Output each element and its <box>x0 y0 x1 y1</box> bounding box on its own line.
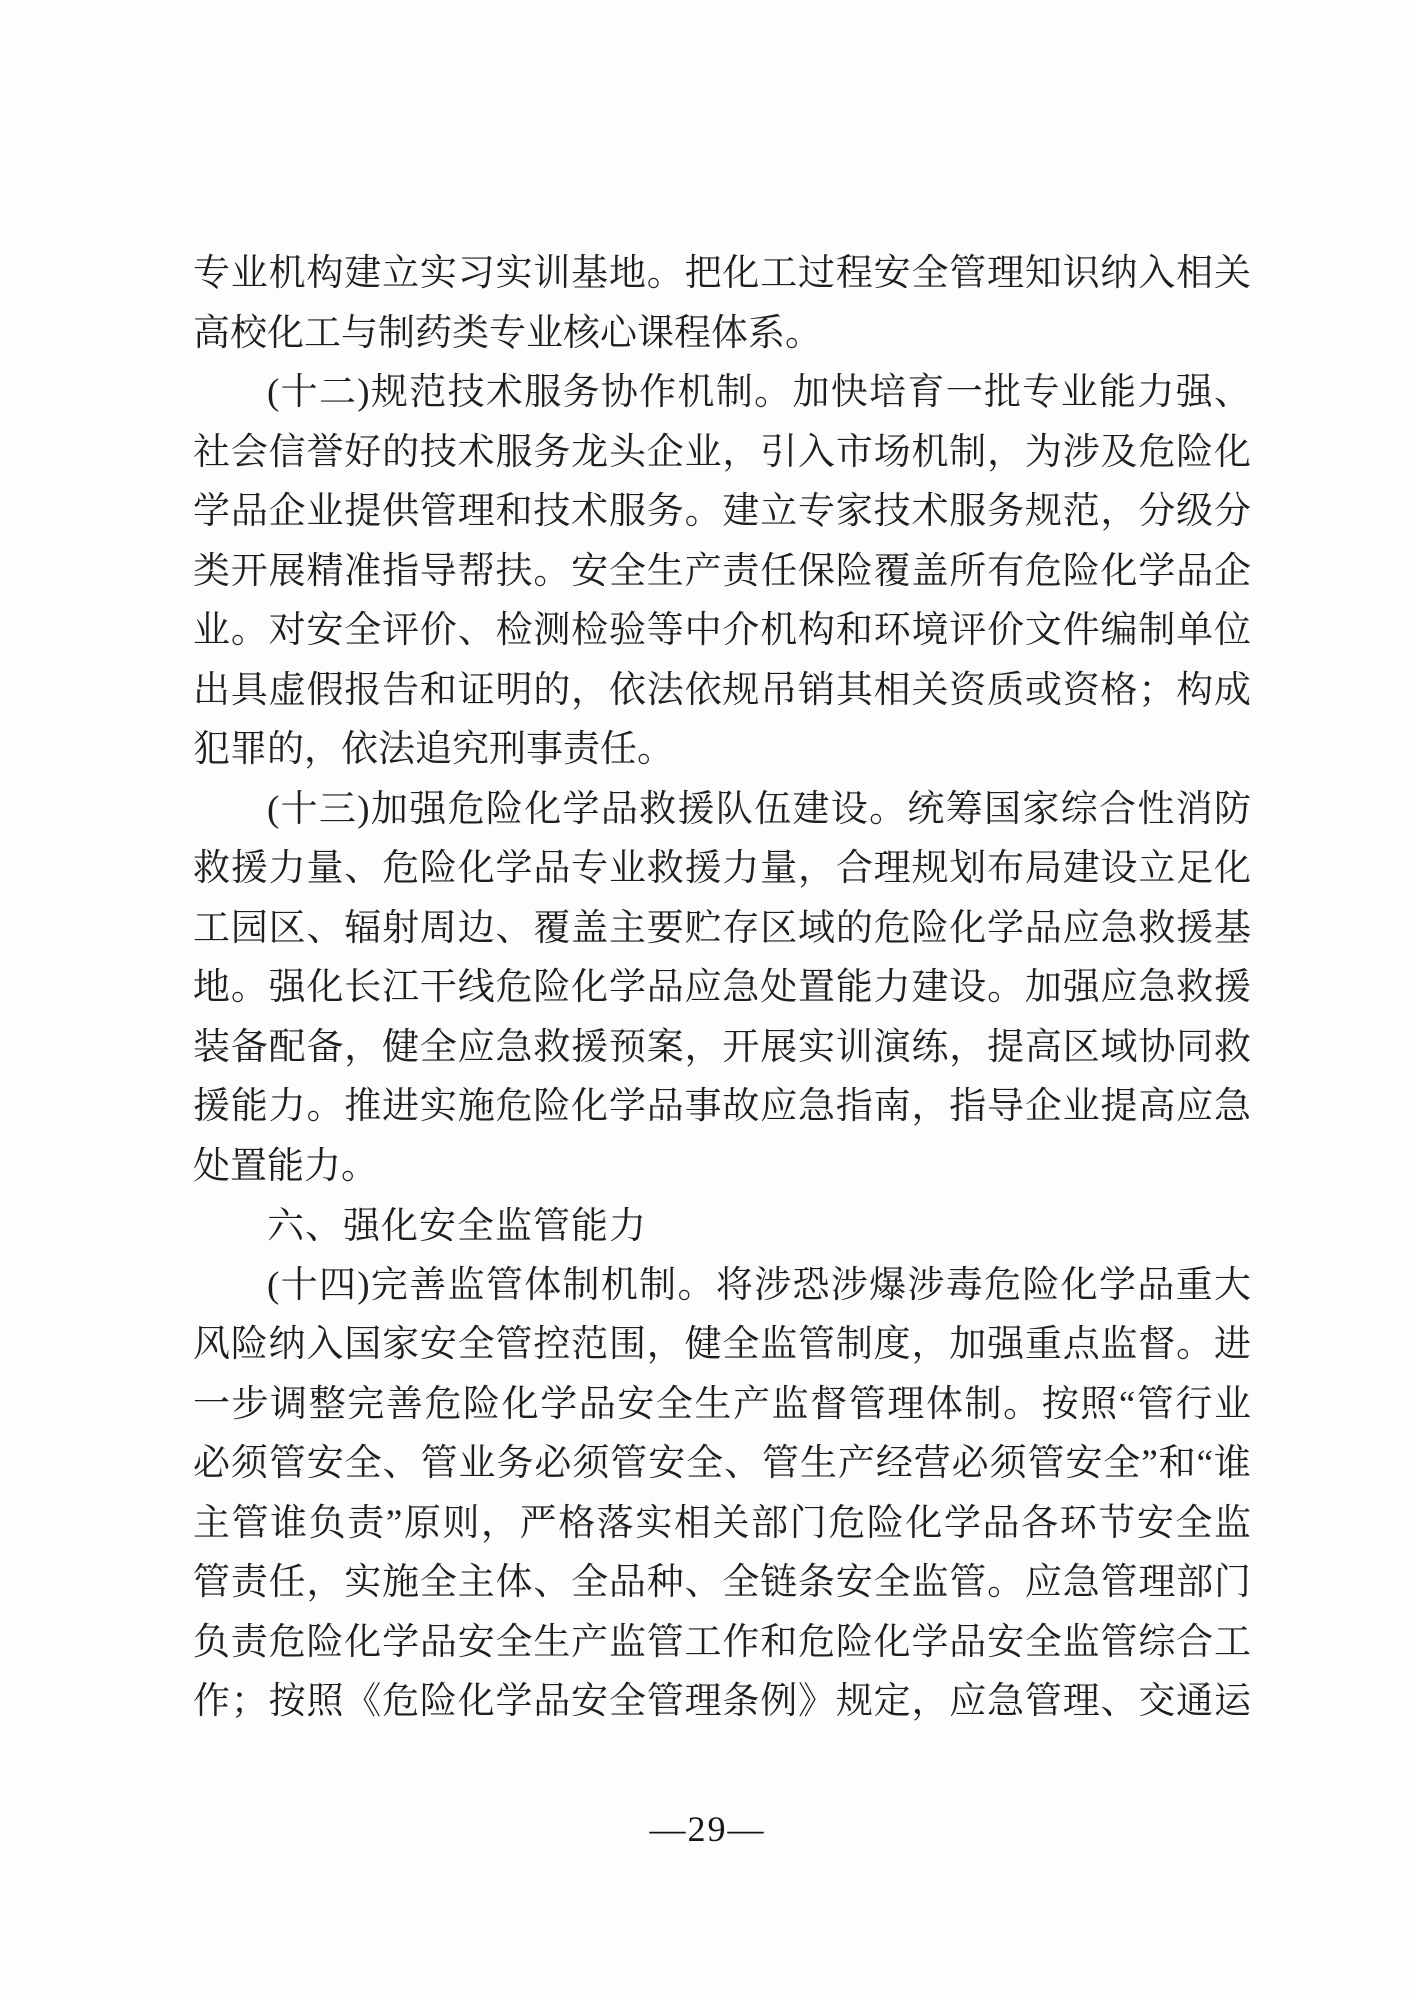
text-line: 地。强化长江干线危险化学品应急处置能力建设。加强应急救援 <box>193 967 1251 1008</box>
text-line: 救援力量、危险化学品专业救援力量，合理规划布局建设立足化 <box>193 848 1251 889</box>
text-line: 出具虚假报告和证明的，依法依规吊销其相关资质或资格；构成 <box>193 669 1251 711</box>
text-line: 高校化工与制药类专业核心课程体系。 <box>193 312 822 354</box>
text-line: 援能力。推进实施危险化学品事故应急指南，指导企业提高应急 <box>193 1086 1251 1127</box>
text-line: 工园区、辐射周边、覆盖主要贮存区域的危险化学品应急救援基 <box>193 907 1251 949</box>
text-line: 类开展精准指导帮扶。安全生产责任保险覆盖所有危险化学品企 <box>193 550 1251 592</box>
text-line: 装备配备，健全应急救援预案，开展实训演练，提高区域协同救 <box>193 1026 1251 1068</box>
text-line: 管责任，实施全主体、全品种、全链条安全监管。应急管理部门 <box>193 1562 1251 1603</box>
text-line: 作；按照《危险化学品安全管理条例》规定，应急管理、交通运 <box>193 1681 1251 1722</box>
text-line: 负责危险化学品安全生产监管工作和危险化学品安全监管综合工 <box>193 1621 1251 1663</box>
text-line: 主管谁负责”原则，严格落实相关部门危险化学品各环节安全监 <box>193 1502 1251 1544</box>
text-line: (十三)加强危险化学品救援队伍建设。统筹国家综合性消防 <box>267 788 1251 830</box>
text-line: 一步调整完善危险化学品安全生产监督管理体制。按照“管行业 <box>193 1383 1251 1425</box>
body-text <box>193 244 1251 1732</box>
text-line: 犯罪的，依法追究刑事责任。 <box>193 729 674 770</box>
text-line: 专业机构建立实习实训基地。把化工过程安全管理知识纳入相关 <box>193 253 1251 294</box>
text-line: 风险纳入国家安全管控范围，健全监管制度，加强重点监督。进 <box>193 1324 1251 1365</box>
text-line: (十二)规范技术服务协作机制。加快培育一批专业能力强、 <box>267 372 1251 413</box>
section-heading: 六、强化安全监管能力 <box>267 1205 647 1246</box>
text-line: 必须管安全、管业务必须管安全、管生产经营必须管安全”和“谁 <box>193 1443 1251 1484</box>
text-line: 学品企业提供管理和技术服务。建立专家技术服务规范，分级分 <box>193 491 1251 532</box>
text-line: 处置能力。 <box>193 1145 378 1187</box>
text-line: (十四)完善监管体制机制。将涉恐涉爆涉毒危险化学品重大 <box>267 1264 1251 1306</box>
text-line: 业。对安全评价、检测检验等中介机构和环境评价文件编制单位 <box>193 610 1251 651</box>
page-number: —29— <box>649 1809 766 1849</box>
text-line: 社会信誉好的技术服务龙头企业，引入市场机制，为涉及危险化 <box>193 431 1251 473</box>
